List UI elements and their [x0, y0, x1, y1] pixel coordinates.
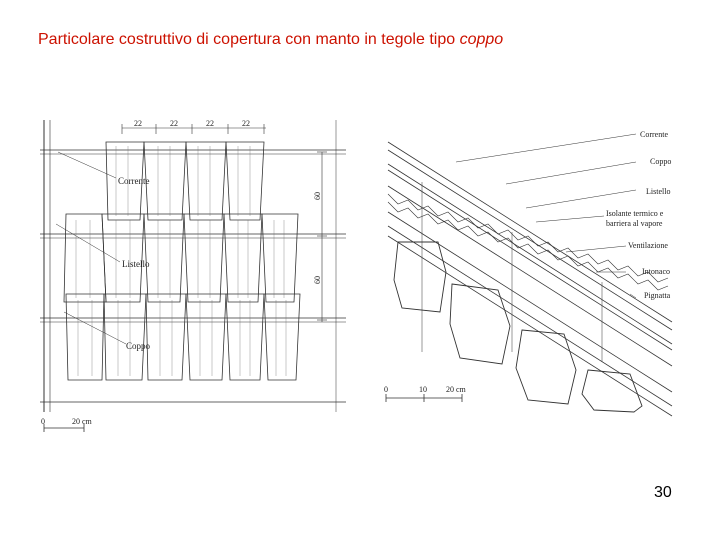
section-label-isolante-1: Isolante termico e: [606, 209, 664, 218]
plan-label-listello: Listello: [122, 259, 150, 269]
section-label-isolante-2: barriera al vapore: [606, 219, 663, 228]
plan-label-corrente: Corrente: [118, 176, 150, 186]
plan-dim-1: 22: [134, 119, 142, 128]
plan-label-coppo: Coppo: [126, 341, 151, 351]
roof-detail-drawing: [36, 112, 688, 442]
title-text: Particolare costruttivo di copertura con manto in tegole tipo: [38, 31, 460, 48]
plan-side-dim-2: 60: [313, 276, 322, 284]
section-label-coppo: Coppo: [650, 157, 672, 166]
section-label-pignatta: Pignatta: [644, 291, 671, 300]
section-label-ventilazione: Ventilazione: [628, 241, 668, 250]
plan-dim-2: 22: [170, 119, 178, 128]
section-label-listello: Listello: [646, 187, 671, 196]
section-scale-zero: 0: [384, 385, 388, 394]
plan-scale-end: 20 cm: [72, 417, 92, 426]
plan-dim-4: 22: [242, 119, 250, 128]
slide-title: [38, 31, 503, 49]
plan-side-dim-1: 60: [313, 192, 322, 200]
section-scale-ten: 10: [419, 385, 427, 394]
section-label-intonaco: Intonaco: [642, 267, 670, 276]
section-scale-end: 20 cm: [446, 385, 466, 394]
plan-scale-zero: 0: [41, 417, 45, 426]
section-label-corrente: Corrente: [640, 130, 668, 139]
plan-dim-3: 22: [206, 119, 214, 128]
title-italic: coppo: [459, 31, 504, 48]
page-number: 30: [654, 484, 672, 501]
roof-detail-figure: [36, 112, 688, 442]
